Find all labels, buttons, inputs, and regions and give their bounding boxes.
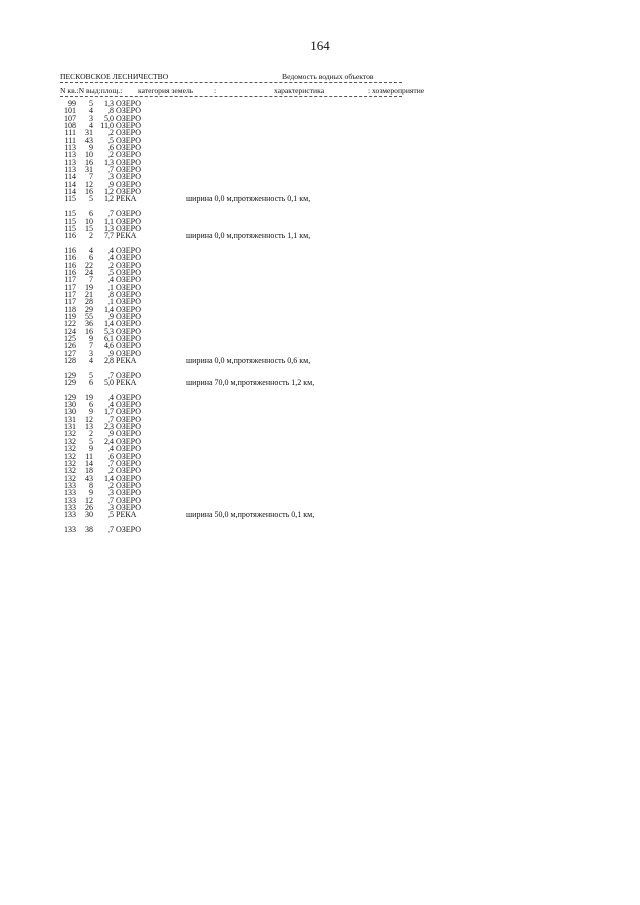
quarter-number-cell: 132 (64, 429, 76, 439)
area-cell: ,6 (108, 143, 114, 153)
quarter-number-cell: 125 (64, 334, 76, 343)
quarter-number-cell: 113 (64, 150, 76, 160)
area-cell: ,5 (108, 267, 114, 277)
plot-number-cell: 19 (85, 282, 93, 292)
area-cell: 1,4 (104, 304, 114, 314)
plot-number-cell: 4 (89, 121, 93, 131)
table-row (0, 122, 640, 129)
category-cell: ОЗЕРО (116, 267, 141, 277)
area-cell: ,7 (108, 209, 114, 219)
quarter-number-cell: 117 (64, 282, 76, 292)
quarter-number-cell: 133 (64, 502, 76, 512)
quarter-number-cell: 131 (64, 414, 76, 424)
area-cell: ,4 (108, 245, 114, 255)
area-cell: ,7 (108, 165, 114, 175)
area-cell: 1,3 (104, 223, 114, 233)
table-row (0, 438, 640, 445)
table-row (0, 225, 640, 232)
category-cell: ОЗЕРО (116, 407, 141, 417)
table-row (0, 181, 640, 188)
quarter-number-cell: 116 (64, 267, 76, 277)
plot-number-cell: 6 (89, 253, 93, 263)
table-row (0, 232, 640, 239)
table-row (0, 372, 640, 379)
plot-number-cell: 13 (85, 422, 93, 432)
category-cell: ОЗЕРО (116, 495, 141, 505)
quarter-number-cell: 133 (64, 524, 76, 534)
category-cell: ОЗЕРО (116, 187, 141, 197)
plot-number-cell: 16 (85, 157, 93, 167)
quarter-number-cell: 129 (64, 370, 76, 380)
quarter-number-cell: 132 (64, 436, 76, 446)
plot-number-cell: 29 (85, 304, 93, 314)
area-cell: 1,2 (104, 187, 114, 197)
area-cell: 4,6 (104, 341, 114, 351)
plot-number-cell: 7 (89, 341, 93, 351)
plot-number-cell: 30 (85, 510, 93, 520)
plot-number-cell: 5 (89, 99, 93, 108)
header-rule-bottom (60, 96, 402, 97)
plot-number-cell: 4 (89, 106, 93, 116)
plot-number-cell: 7 (89, 172, 93, 182)
quarter-number-cell: 132 (64, 444, 76, 454)
area-cell: ,9 (108, 348, 114, 358)
plot-number-cell: 5 (89, 370, 93, 380)
category-cell: РЕКА (116, 510, 137, 520)
category-cell: ОЗЕРО (116, 113, 141, 123)
report-title: Ведомость водных объектов (282, 72, 374, 81)
plot-number-cell: 10 (85, 216, 93, 226)
quarter-number-cell: 132 (64, 458, 76, 468)
category-cell: ОЗЕРО (116, 429, 141, 439)
area-cell: 5,0 (104, 378, 114, 388)
plot-number-cell: 9 (89, 407, 93, 417)
table-row (0, 188, 640, 195)
plot-number-cell: 12 (85, 495, 93, 505)
quarter-number-cell: 129 (64, 392, 76, 402)
area-cell: ,5 (108, 510, 114, 520)
table-row (0, 262, 640, 269)
category-cell: РЕКА (116, 378, 137, 388)
plot-number-cell: 9 (89, 444, 93, 454)
category-cell: ОЗЕРО (116, 480, 141, 490)
category-cell: РЕКА (116, 356, 137, 366)
table-row (0, 173, 640, 180)
table-row (0, 166, 640, 173)
plot-number-cell: 21 (85, 289, 93, 299)
table-row (0, 320, 640, 327)
area-cell: 1,1 (104, 216, 114, 226)
table-row (0, 342, 640, 349)
characteristic-cell: ширина 0,0 м,протяженность 0,1 км, (186, 194, 311, 204)
forestry-title: ПЕСКОВСКОЕ ЛЕСНИЧЕСТВО (60, 72, 169, 81)
category-cell: ОЗЕРО (116, 297, 141, 307)
quarter-number-cell: 116 (64, 231, 76, 241)
area-cell: ,1 (108, 282, 114, 292)
plot-number-cell: 38 (85, 524, 93, 534)
category-cell: ОЗЕРО (116, 253, 141, 263)
column-header-kv-vyd-area: N кв.:N выд:площ.: (60, 86, 123, 95)
area-cell: 5,0 (104, 113, 114, 123)
area-cell: ,3 (108, 488, 114, 498)
quarter-number-cell: 113 (64, 165, 76, 175)
table-row (0, 394, 640, 401)
category-cell: ОЗЕРО (116, 422, 141, 432)
table-row (0, 247, 640, 254)
category-cell: ОЗЕРО (116, 458, 141, 468)
column-header-characteristic: характеристика (274, 86, 325, 95)
quarter-number-cell: 127 (64, 348, 76, 358)
table-row (0, 511, 640, 518)
plot-number-cell: 7 (89, 275, 93, 285)
characteristic-cell: ширина 0,0 м,протяженность 1,1 км, (186, 231, 311, 241)
quarter-number-cell: 116 (64, 253, 76, 263)
area-cell: ,7 (108, 458, 114, 468)
quarter-number-cell: 117 (64, 275, 76, 285)
table-row (0, 379, 640, 386)
area-cell: ,7 (108, 414, 114, 424)
area-cell: 11,0 (100, 121, 114, 131)
category-cell: РЕКА (116, 231, 137, 241)
category-cell: ОЗЕРО (116, 414, 141, 424)
table-row (0, 423, 640, 430)
category-cell: ОЗЕРО (116, 348, 141, 358)
plot-number-cell: 6 (89, 378, 93, 388)
area-cell: ,3 (108, 502, 114, 512)
quarter-number-cell: 128 (64, 356, 76, 366)
area-cell: ,4 (108, 400, 114, 410)
area-cell: ,2 (108, 128, 114, 138)
area-cell: ,2 (108, 150, 114, 160)
plot-number-cell: 12 (85, 179, 93, 189)
table-row (0, 416, 640, 423)
table-row (0, 408, 640, 415)
area-cell: 5,3 (104, 326, 114, 336)
table-row (0, 453, 640, 460)
area-cell: ,9 (108, 179, 114, 189)
plot-number-cell: 16 (85, 326, 93, 336)
category-cell: ОЗЕРО (116, 165, 141, 175)
area-cell: ,6 (108, 451, 114, 461)
quarter-number-cell: 108 (64, 121, 76, 131)
table-row (0, 218, 640, 225)
quarter-number-cell: 130 (64, 407, 76, 417)
table-row (0, 151, 640, 158)
table-row (0, 328, 640, 335)
category-cell: ОЗЕРО (116, 334, 141, 343)
table-row (0, 291, 640, 298)
category-cell: ОЗЕРО (116, 121, 141, 131)
area-cell: ,1 (108, 297, 114, 307)
plot-number-cell: 16 (85, 187, 93, 197)
category-cell: ОЗЕРО (116, 473, 141, 483)
table-row (0, 526, 640, 533)
category-cell: ОЗЕРО (116, 319, 141, 329)
plot-number-cell: 19 (85, 392, 93, 402)
category-cell: ОЗЕРО (116, 245, 141, 255)
area-cell: 1,7 (104, 407, 114, 417)
plot-number-cell: 14 (85, 458, 93, 468)
category-cell: ОЗЕРО (116, 260, 141, 270)
plot-number-cell: 3 (89, 113, 93, 123)
plot-number-cell: 10 (85, 150, 93, 160)
area-cell: 6,1 (104, 334, 114, 343)
plot-number-cell: 28 (85, 297, 93, 307)
quarter-number-cell: 132 (64, 466, 76, 476)
quarter-number-cell: 107 (64, 113, 76, 123)
quarter-number-cell: 129 (64, 378, 76, 388)
category-cell: ОЗЕРО (116, 436, 141, 446)
table-row (0, 269, 640, 276)
quarter-number-cell: 115 (64, 194, 76, 204)
category-cell: ОЗЕРО (116, 209, 141, 219)
category-cell: ОЗЕРО (116, 216, 141, 226)
characteristic-cell: ширина 0,0 м,протяженность 0,6 км, (186, 356, 311, 366)
quarter-number-cell: 133 (64, 510, 76, 520)
header-rule-top (60, 82, 402, 83)
plot-number-cell: 24 (85, 267, 93, 277)
quarter-number-cell: 113 (64, 157, 76, 167)
table-row (0, 137, 640, 144)
quarter-number-cell: 115 (64, 216, 76, 226)
quarter-number-cell: 131 (64, 422, 76, 432)
table-row (0, 129, 640, 136)
plot-number-cell: 3 (89, 348, 93, 358)
quarter-number-cell: 113 (64, 143, 76, 153)
table-row (0, 306, 640, 313)
area-cell: 1,4 (104, 473, 114, 483)
plot-number-cell: 18 (85, 466, 93, 476)
quarter-number-cell: 114 (64, 179, 76, 189)
category-cell: ОЗЕРО (116, 304, 141, 314)
area-cell: ,7 (108, 524, 114, 534)
column-header-category: категория земель (138, 86, 194, 95)
column-header-owner: : хозмероприятие (368, 86, 425, 95)
area-cell: ,7 (108, 495, 114, 505)
category-cell: ОЗЕРО (116, 326, 141, 336)
table-row (0, 298, 640, 305)
plot-number-cell: 9 (89, 143, 93, 153)
table-row (0, 350, 640, 357)
plot-number-cell: 11 (85, 451, 93, 461)
table-row (0, 504, 640, 511)
quarter-number-cell: 133 (64, 488, 76, 498)
area-cell: ,2 (108, 260, 114, 270)
table-row (0, 401, 640, 408)
category-cell: ОЗЕРО (116, 135, 141, 145)
table-row (0, 195, 640, 202)
table-row (0, 254, 640, 261)
plot-number-cell: 2 (89, 429, 93, 439)
quarter-number-cell: 111 (64, 128, 76, 138)
quarter-number-cell: 119 (64, 311, 76, 321)
plot-number-cell: 43 (85, 135, 93, 145)
table-row (0, 144, 640, 151)
plot-number-cell: 36 (85, 319, 93, 329)
plot-number-cell: 15 (85, 223, 93, 233)
quarter-number-cell: 99 (68, 99, 76, 108)
quarter-number-cell: 117 (64, 289, 76, 299)
area-cell: ,2 (108, 480, 114, 490)
category-cell: ОЗЕРО (116, 128, 141, 138)
table-row (0, 100, 640, 107)
plot-number-cell: 8 (89, 480, 93, 490)
plot-number-cell: 26 (85, 502, 93, 512)
area-cell: 1,4 (104, 319, 114, 329)
category-cell: ОЗЕРО (116, 444, 141, 454)
area-cell: ,4 (108, 392, 114, 402)
table-row (0, 482, 640, 489)
category-cell: ОЗЕРО (116, 172, 141, 182)
plot-number-cell: 6 (89, 209, 93, 219)
quarter-number-cell: 115 (64, 209, 76, 219)
area-cell: 2,8 (104, 356, 114, 366)
plot-number-cell: 4 (89, 356, 93, 366)
area-cell: ,4 (108, 253, 114, 263)
area-cell: ,9 (108, 311, 114, 321)
plot-number-cell: 31 (85, 165, 93, 175)
quarter-number-cell: 111 (64, 135, 76, 145)
category-cell: ОЗЕРО (116, 289, 141, 299)
table-row (0, 445, 640, 452)
table-row (0, 335, 640, 342)
category-cell: ОЗЕРО (116, 275, 141, 285)
column-header-separator: : (214, 86, 217, 95)
area-cell: ,8 (108, 106, 114, 116)
quarter-number-cell: 101 (64, 106, 76, 116)
plot-number-cell: 22 (85, 260, 93, 270)
quarter-number-cell: 116 (64, 260, 76, 270)
area-cell: ,7 (108, 370, 114, 380)
table-row (0, 284, 640, 291)
quarter-number-cell: 132 (64, 473, 76, 483)
category-cell: ОЗЕРО (116, 157, 141, 167)
category-cell: ОЗЕРО (116, 488, 141, 498)
quarter-number-cell: 130 (64, 400, 76, 410)
area-cell: ,8 (108, 289, 114, 299)
table-row (0, 467, 640, 474)
quarter-number-cell: 117 (64, 297, 76, 307)
area-cell: ,9 (108, 429, 114, 439)
area-cell: ,5 (108, 135, 114, 145)
plot-number-cell: 31 (85, 128, 93, 138)
water-objects-table (0, 100, 640, 533)
plot-number-cell: 5 (89, 194, 93, 204)
quarter-number-cell: 133 (64, 480, 76, 490)
plot-number-cell: 2 (89, 231, 93, 241)
characteristic-cell: ширина 50,0 м,протяженность 0,1 км, (186, 510, 315, 520)
table-row (0, 107, 640, 114)
quarter-number-cell: 116 (64, 245, 76, 255)
table-row (0, 313, 640, 320)
category-cell: ОЗЕРО (116, 392, 141, 402)
category-cell: ОЗЕРО (116, 524, 141, 534)
quarter-number-cell: 122 (64, 319, 76, 329)
category-cell: ОЗЕРО (116, 150, 141, 160)
category-cell: ОЗЕРО (116, 223, 141, 233)
area-cell: ,3 (108, 172, 114, 182)
quarter-number-cell: 124 (64, 326, 76, 336)
category-cell: ОЗЕРО (116, 143, 141, 153)
table-row (0, 475, 640, 482)
category-cell: РЕКА (116, 194, 137, 204)
area-cell: ,4 (108, 275, 114, 285)
category-cell: ОЗЕРО (116, 99, 141, 108)
quarter-number-cell: 118 (64, 304, 76, 314)
characteristic-cell: ширина 70,0 м,протяженность 1,2 км, (186, 378, 315, 388)
quarter-number-cell: 133 (64, 495, 76, 505)
table-row (0, 497, 640, 504)
category-cell: ОЗЕРО (116, 370, 141, 380)
plot-number-cell: 43 (85, 473, 93, 483)
table-row (0, 489, 640, 496)
plot-number-cell: 9 (89, 488, 93, 498)
quarter-number-cell: 126 (64, 341, 76, 351)
quarter-number-cell: 114 (64, 187, 76, 197)
category-cell: ОЗЕРО (116, 311, 141, 321)
plot-number-cell: 4 (89, 245, 93, 255)
category-cell: ОЗЕРО (116, 341, 141, 351)
table-row (0, 460, 640, 467)
category-cell: ОЗЕРО (116, 502, 141, 512)
category-cell: ОЗЕРО (116, 106, 141, 116)
table-row (0, 276, 640, 283)
plot-number-cell: 6 (89, 400, 93, 410)
quarter-number-cell: 132 (64, 451, 76, 461)
category-cell: ОЗЕРО (116, 179, 141, 189)
plot-number-cell: 12 (85, 414, 93, 424)
area-cell: 1,2 (104, 194, 114, 204)
category-cell: ОЗЕРО (116, 451, 141, 461)
plot-number-cell: 55 (85, 311, 93, 321)
table-row (0, 115, 640, 122)
area-cell: ,2 (108, 466, 114, 476)
table-row (0, 159, 640, 166)
quarter-number-cell: 114 (64, 172, 76, 182)
quarter-number-cell: 115 (64, 223, 76, 233)
table-row (0, 357, 640, 364)
category-cell: ОЗЕРО (116, 282, 141, 292)
table-row (0, 210, 640, 217)
area-cell: 1,3 (104, 157, 114, 167)
category-cell: ОЗЕРО (116, 466, 141, 476)
area-cell: 1,3 (104, 99, 114, 108)
category-cell: ОЗЕРО (116, 400, 141, 410)
area-cell: ,4 (108, 444, 114, 454)
area-cell: 2,4 (104, 436, 114, 446)
area-cell: 2,3 (104, 422, 114, 432)
area-cell: 7,7 (104, 231, 114, 241)
table-row (0, 430, 640, 437)
page-number: 164 (310, 38, 330, 53)
plot-number-cell: 5 (89, 436, 93, 446)
plot-number-cell: 9 (89, 334, 93, 343)
